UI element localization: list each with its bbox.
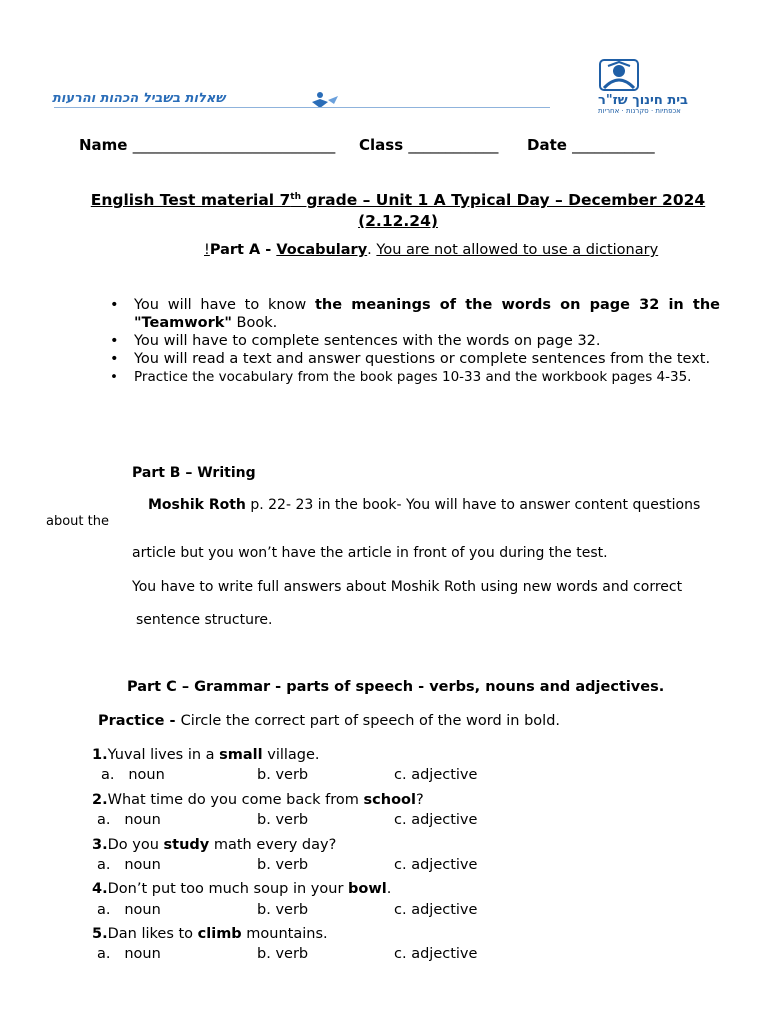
title-superscript: th [290,191,302,202]
date-blank: ___________ [572,136,655,154]
name-field[interactable] [79,136,335,154]
part-b-line: article but you won’t have the article in front of you during the test. [132,545,608,561]
class-label: Class [359,136,404,154]
option-a[interactable]: a. noun [101,767,165,783]
question-1: 1.Yuval lives in a small village. [92,747,320,763]
class-field[interactable] [359,136,498,154]
school-name: בית חינוך שז"ר [598,93,688,108]
header-divider [54,107,550,108]
list-item: • Practice the vocabulary from the book pages 10-33 and the workbook pages 4-35. [110,368,720,386]
part-b-heading: Part B – Writing [132,465,256,481]
option-c[interactable]: c. adjective [394,767,478,783]
part-b-line: sentence structure. [136,612,273,628]
option-b[interactable]: b. verb [257,812,309,828]
question-2: 2.What time do you come back from school? [92,792,424,808]
school-logo [586,58,652,98]
class-blank: ____________ [408,136,499,154]
practice-instructions: Practice - Circle the correct part of speech of the word in bold. [98,713,561,729]
question-3: 3.Do you study math every day? [92,837,337,853]
question-5: 5.Dan likes to climb mountains. [92,926,328,942]
part-a-note: You are not allowed to use a dictionary [376,242,659,258]
part-b-line: about the [46,514,109,529]
date-label: Date [527,136,567,154]
option-c[interactable]: c. adjective [394,812,478,828]
page-title: English Test material 7th grade – Unit 1 A Typical Day – December 2024 [90,191,706,209]
name-blank: ___________________________ [132,136,336,154]
list-item: • You will read a text and answer questions or complete sentences from the text. [110,350,720,368]
option-b[interactable]: b. verb [257,946,309,962]
option-c[interactable]: c. adjective [394,902,478,918]
name-label: Name [79,136,128,154]
school-tagline: אכפתיות · סקרנות · אחריות [598,107,681,115]
list-item: • You will have to complete sentences with the words on page 32. [110,332,720,350]
option-b[interactable]: b. verb [257,857,309,873]
option-a[interactable]: a. noun [97,946,161,962]
part-c-heading: Part C – Grammar - parts of speech - verbs, nouns and adjectives. [127,679,665,695]
option-c[interactable]: c. adjective [394,857,478,873]
part-b-line: You have to write full answers about Moshik Roth using new words and correct [132,579,683,595]
list-item: • You will have to know the meanings of the words on page 32 in the "Teamwork" Book. [110,296,720,332]
option-a[interactable]: a. noun [97,902,161,918]
part-b-line: Moshik Roth p. 22- 23 in the book- You will have to answer content questions [148,497,701,513]
header-slogan: שאלות בשביל הכהות והרעות [52,91,226,106]
option-c[interactable]: c. adjective [394,946,478,962]
option-a[interactable]: a. noun [97,812,161,828]
date-field[interactable] [527,136,655,154]
option-a[interactable]: a. noun [97,857,161,873]
part-a-bullets [110,296,720,386]
option-b[interactable]: b. verb [257,902,309,918]
page-title-date: (2.12.24) [358,212,438,230]
question-4: 4.Don’t put too much soup in your bowl. [92,881,392,897]
option-b[interactable]: b. verb [257,767,309,783]
part-a-heading: !Part A - Vocabulary. You are not allowed to use a dictionary [204,242,659,258]
